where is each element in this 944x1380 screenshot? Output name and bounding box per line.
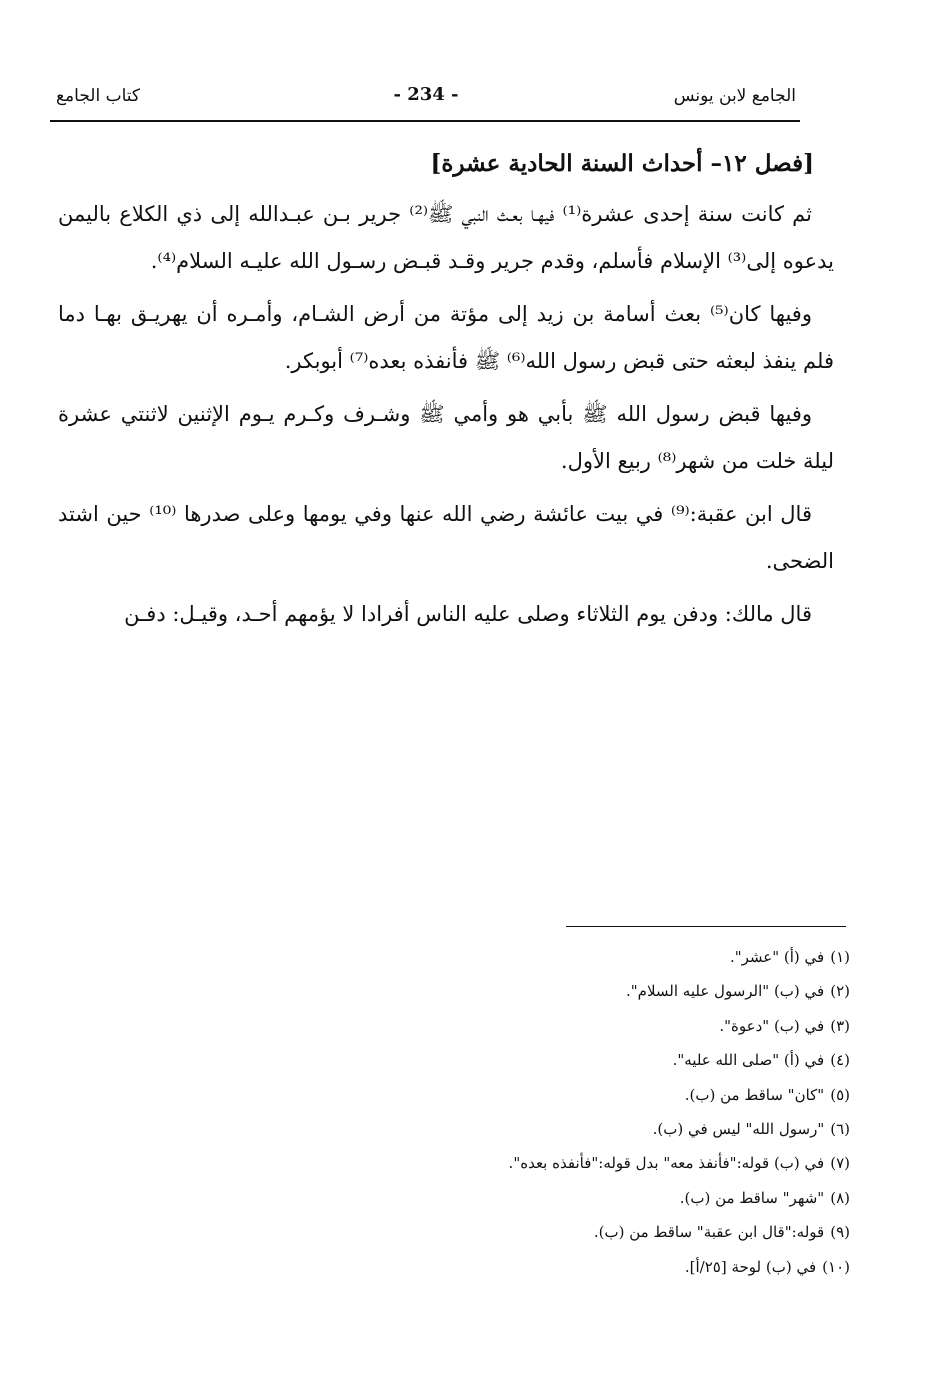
footnote-text: في (أ) "عشر". [729,948,825,966]
footnote-text: في (ب) لوحة [٢٥/أ]. [684,1257,817,1276]
running-header [56,84,796,118]
footnotes-list [420,940,850,1284]
main-text [58,150,834,644]
footnote-text: "رسول الله" ليس في (ب). [652,1120,825,1139]
footnote-text: في (ب) قوله:"فأنفذ معه" بدل قوله:"فأنفذه بعده". [508,1154,825,1173]
footnote-number: (٤) [830,1051,850,1070]
footnote-text: "شهر" ساقط من (ب). [679,1188,825,1207]
footnote [420,940,850,974]
footnote-number: (٩) [830,1223,850,1242]
footnote [420,1215,850,1249]
footnote-number: (٥) [830,1085,850,1104]
chapter-title: كتاب الجامع [56,86,141,106]
paragraph: وفيها قبض رسول الله ﷺ بأبي هو وأمي ﷺ وشـرف وكـرم يـوم الإثنين لاثنتي عشرة ليلة خلت من شهر⁽⁸⁾ ربيع الأول. [58,402,834,473]
paragraph: وفيها كان⁽⁵⁾ بعث أسامة بن زيد إلى مؤتة من أرض الشـام، وأمـره أن يهريـق بهـا دما فلم ينفذ لبعثه حتى قبض رسول الله⁽⁶⁾ ﷺ فأنفذه بعده⁽⁷⁾ أبوبكر. [58,302,834,373]
footnote-text: في (ب) "دعوة". [719,1016,825,1035]
footnote [420,1181,850,1215]
footnote-text: قوله:"قال ابن عقبة" ساقط من (ب). [593,1223,825,1242]
footnote [420,1250,850,1284]
footnote-text: "كان" ساقط من (ب). [684,1085,825,1104]
header-rule [50,120,800,122]
footnote-number: (٢) [830,982,850,1001]
paragraph: ثم كانت سنة إحدى عشرة⁽¹⁾ فيهـا بعـث النبي ﷺ⁽²⁾ جرير بـن عبـدالله إلى ذي الكلاع باليمن يدعوه إلى⁽³⁾ الإسلام فأسلم، وقدم جرير وقـد قبـض رسـول الله عليـه السلام⁽⁴⁾. [58,202,834,273]
paragraph: قال مالك: ودفن يوم الثلاثاء وصلى عليه الناس أفرادا لا يؤمهم أحـد، وقيـل: دفـن [124,602,812,626]
footnote-text: في (أ) "صلى الله عليه". [672,1051,825,1070]
footnote [420,1112,850,1146]
book-title: الجامع لابن يونس [673,86,796,106]
footnote [420,974,850,1008]
footnote [420,1009,850,1043]
footnote-number: (٦) [830,1120,850,1139]
footnote-number: (١٠) [822,1257,850,1276]
section-heading: [فصل ١٢– أحداث السنة الحادية عشرة] [430,150,814,177]
footnote-number: (٨) [830,1188,850,1207]
page-number: - 234 - [393,84,459,105]
footnote [420,1146,850,1180]
footnote-number: (٧) [830,1154,850,1173]
footnote-number: (٣) [830,1016,850,1035]
paragraph: قال ابن عقبة:⁽⁹⁾ في بيت عائشة رضي الله عنها وفي يومها وعلى صدرها ⁽¹⁰⁾ حين اشتد الضحى. [58,502,834,573]
footnote [420,1078,850,1112]
footnote-text: في (ب) "الرسول عليه السلام". [626,982,825,1001]
footnote-rule [566,926,846,927]
footnote-number: (١) [830,948,850,966]
footnote [420,1043,850,1077]
